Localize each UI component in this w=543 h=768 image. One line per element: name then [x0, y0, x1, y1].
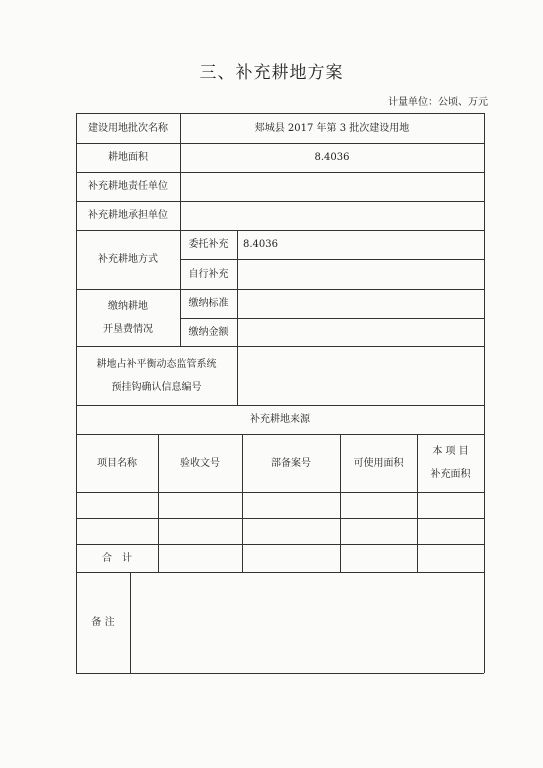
reclamation-fee-label-line2: 开垦费情况 — [103, 323, 153, 335]
fee-standard-label: 缴纳标准 — [188, 298, 229, 309]
fee-standard-value — [237, 289, 484, 318]
responsible-unit-label: 补充耕地责任单位 — [88, 181, 168, 192]
source-section-title: 补充耕地来源 — [250, 414, 310, 425]
responsible-unit-value — [180, 172, 484, 201]
system-info-label-line1: 耕地占补平衡动态监管系统 — [96, 358, 217, 370]
supplement-method-label: 补充耕地方式 — [98, 254, 158, 265]
self-supplement-label: 自行补充 — [188, 268, 229, 280]
system-info-label — [76, 346, 237, 405]
cultivated-area-value: 8.4036 — [314, 152, 350, 163]
total-label: 合 计 — [102, 552, 132, 564]
cultivated-area-label: 耕地面积 — [108, 152, 148, 163]
col-this-project-area — [417, 434, 484, 492]
entrusted-value: 8.4036 — [243, 239, 278, 250]
col-filing-no: 部备案号 — [271, 457, 311, 469]
undertaking-unit-value — [180, 201, 484, 230]
col-this-project-line1: 本 项 目 — [432, 446, 469, 457]
fee-amount-label: 缴纳金额 — [188, 326, 229, 338]
remarks-label: 备 注 — [91, 617, 115, 628]
reclamation-fee-label-line1: 缴纳耕地 — [108, 300, 148, 312]
unit-note: 计量单位：公顷、万元 — [388, 97, 488, 108]
system-info-label-line2: 预挂钩确认信息编号 — [111, 381, 202, 393]
batch-name-value: 郏城县 2017 年第 3 批次建设用地 — [254, 122, 410, 134]
undertaking-unit-label: 补充耕地承担单位 — [88, 210, 168, 221]
col-usable-area: 可使用面积 — [353, 457, 404, 469]
col-this-project-line2: 补充面积 — [430, 469, 471, 480]
col-project-name: 项目名称 — [97, 457, 137, 469]
page-title: 三、补充耕地方案 — [199, 63, 344, 83]
fee-amount-value — [237, 318, 484, 346]
col-acceptance-doc: 验收文号 — [180, 457, 220, 469]
remarks-value — [130, 572, 484, 673]
system-info-value — [237, 346, 484, 405]
reclamation-fee-label — [76, 289, 180, 346]
self-supplement-value — [237, 259, 484, 289]
batch-name-label: 建设用地批次名称 — [88, 122, 168, 134]
entrusted-label: 委托补充 — [188, 239, 229, 250]
